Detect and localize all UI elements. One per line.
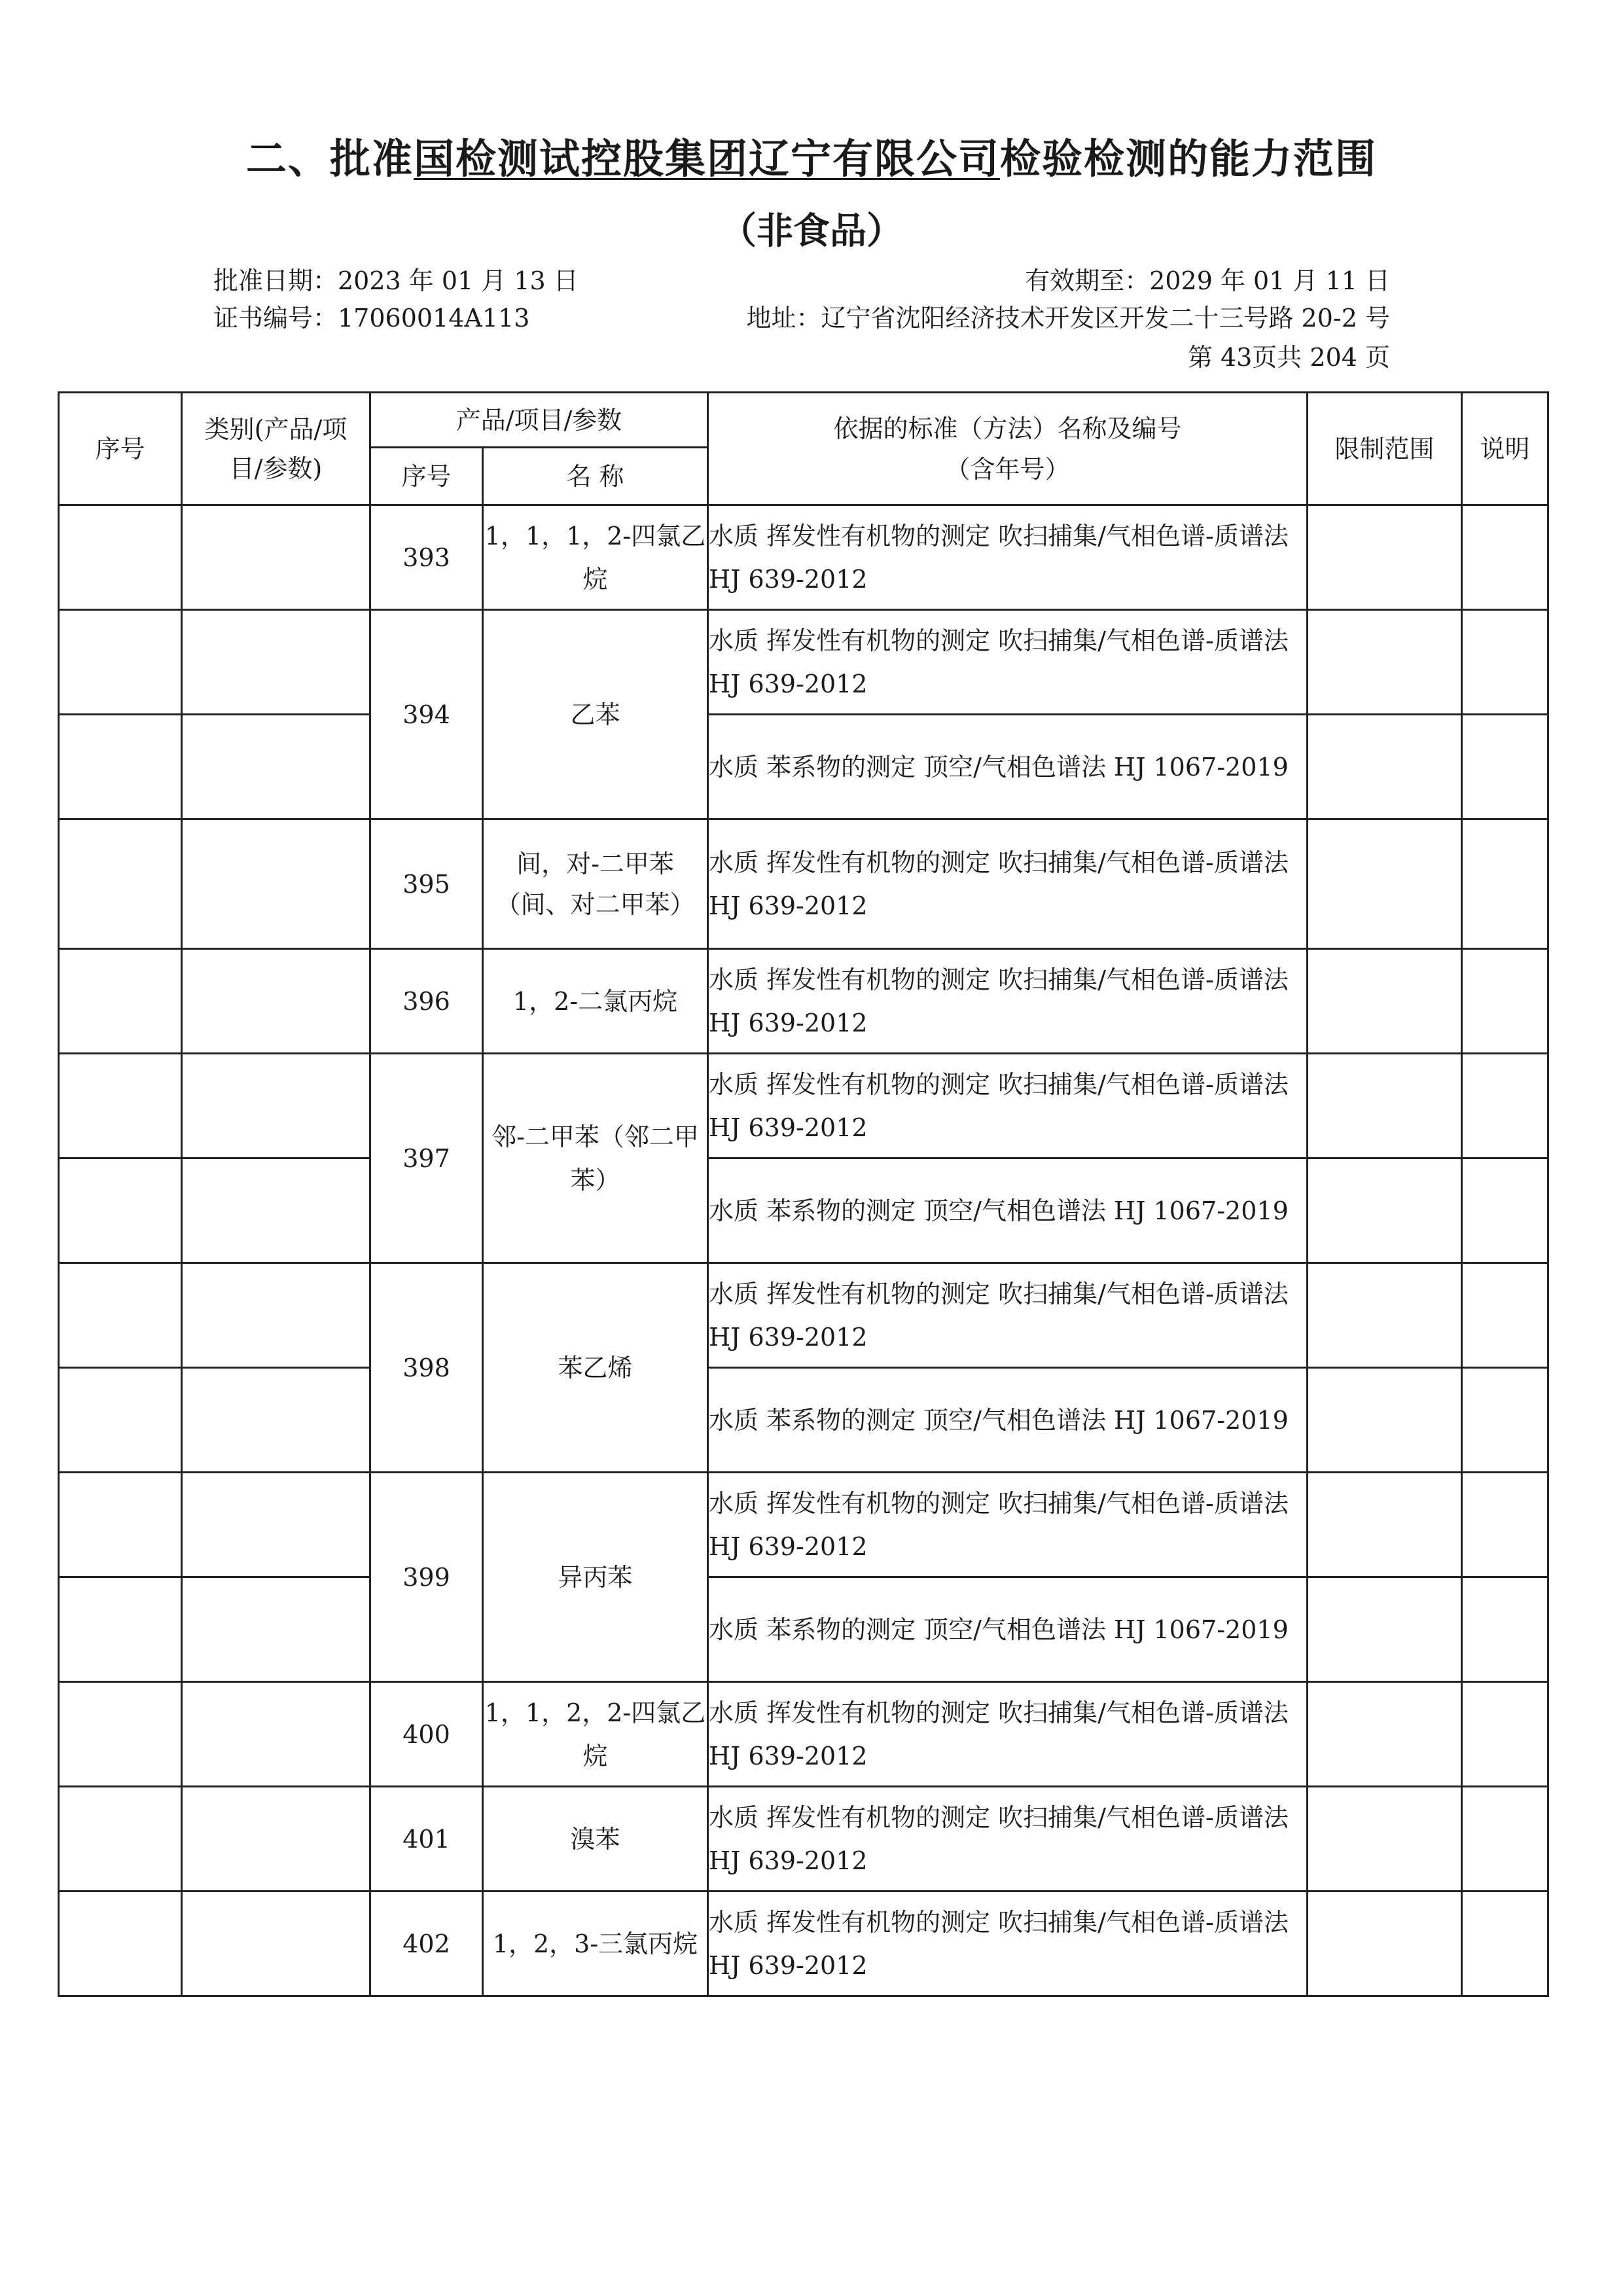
- valid-until: 有效期至：2029 年 01 月 11 日: [1025, 266, 1390, 295]
- table-row: [59, 1682, 1548, 1787]
- table-row: [59, 715, 1548, 819]
- limit-cell: [1308, 1054, 1462, 1158]
- standard-cell: 水质 挥发性有机物的测定 吹扫捕集/气相色谱-质谱法 HJ 639-2012: [708, 949, 1308, 1054]
- note-cell: [1462, 1682, 1548, 1787]
- standard-cell: 水质 挥发性有机物的测定 吹扫捕集/气相色谱-质谱法 HJ 639-2012: [708, 1787, 1308, 1892]
- item-number: 400: [370, 1682, 483, 1787]
- note-cell: [1462, 1577, 1548, 1682]
- page-title: [0, 135, 1623, 183]
- note-cell: [1462, 1263, 1548, 1368]
- item-name: 1，1，2，2-四氯乙烷: [483, 1682, 708, 1787]
- item-number: 399: [370, 1473, 483, 1682]
- seq-cell: [59, 505, 182, 610]
- item-number: 402: [370, 1892, 483, 1996]
- item-name: 1，1，1，2-四氯乙烷: [483, 505, 708, 610]
- standard-cell: 水质 苯系物的测定 顶空/气相色谱法 HJ 1067-2019: [708, 1368, 1308, 1473]
- seq-cell: [59, 1787, 182, 1892]
- seq-cell: [59, 1682, 182, 1787]
- standard-cell: 水质 挥发性有机物的测定 吹扫捕集/气相色谱-质谱法 HJ 639-2012: [708, 505, 1308, 610]
- item-number: 393: [370, 505, 483, 610]
- category-cell: [182, 610, 370, 715]
- limit-cell: [1308, 1787, 1462, 1892]
- standard-cell: 水质 挥发性有机物的测定 吹扫捕集/气相色谱-质谱法 HJ 639-2012: [708, 819, 1308, 949]
- item-name: 乙苯: [483, 610, 708, 819]
- title-suffix: 检验检测的能力范围: [1000, 135, 1378, 183]
- note-cell: [1462, 1473, 1548, 1577]
- item-name: 间，对-二甲苯（间、对二甲苯）: [483, 819, 708, 949]
- seq-cell: [59, 819, 182, 949]
- note-cell: [1462, 715, 1548, 819]
- seq-cell: [59, 1473, 182, 1577]
- limit-cell: [1308, 610, 1462, 715]
- note-cell: [1462, 1368, 1548, 1473]
- table-row: [59, 1473, 1548, 1577]
- seq-cell: [59, 1892, 182, 1996]
- item-name: 苯乙烯: [483, 1263, 708, 1473]
- limit-cell: [1308, 1368, 1462, 1473]
- item-name: 溴苯: [483, 1787, 708, 1892]
- standard-cell: 水质 挥发性有机物的测定 吹扫捕集/气相色谱-质谱法 HJ 639-2012: [708, 1892, 1308, 1996]
- category-cell: [182, 1473, 370, 1577]
- seq-cell: [59, 1054, 182, 1158]
- table-row: [59, 1892, 1548, 1996]
- seq-cell: [59, 610, 182, 715]
- standard-cell: 水质 挥发性有机物的测定 吹扫捕集/气相色谱-质谱法 HJ 639-2012: [708, 1054, 1308, 1158]
- limit-cell: [1308, 1263, 1462, 1368]
- standard-cell: 水质 苯系物的测定 顶空/气相色谱法 HJ 1067-2019: [708, 1158, 1308, 1263]
- standard-cell: 水质 苯系物的测定 顶空/气相色谱法 HJ 1067-2019: [708, 1577, 1308, 1682]
- standard-cell: 水质 苯系物的测定 顶空/气相色谱法 HJ 1067-2019: [708, 715, 1308, 819]
- seq-cell: [59, 715, 182, 819]
- header-standard: 依据的标准（方法）名称及编号（含年号）: [708, 393, 1308, 505]
- limit-cell: [1308, 1682, 1462, 1787]
- header-sub-name: 名 称: [483, 448, 708, 505]
- category-cell: [182, 1368, 370, 1473]
- seq-cell: [59, 1368, 182, 1473]
- category-cell: [182, 1787, 370, 1892]
- category-cell: [182, 819, 370, 949]
- page-number: 第 43页共 204 页: [1187, 343, 1390, 372]
- limit-cell: [1308, 949, 1462, 1054]
- header-product-group: 产品/项目/参数: [370, 393, 708, 448]
- certificate-number: 证书编号：17060014A113: [213, 304, 530, 332]
- item-number: 395: [370, 819, 483, 949]
- note-cell: [1462, 1892, 1548, 1996]
- standard-cell: 水质 挥发性有机物的测定 吹扫捕集/气相色谱-质谱法 HJ 639-2012: [708, 1473, 1308, 1577]
- item-name: 邻-二甲苯（邻二甲苯）: [483, 1054, 708, 1263]
- table-row: [59, 949, 1548, 1054]
- item-name: 异丙苯: [483, 1473, 708, 1682]
- seq-cell: [59, 1158, 182, 1263]
- table-row: [59, 819, 1548, 949]
- title-prefix: 二、批准: [245, 135, 414, 183]
- item-name: 1，2-二氯丙烷: [483, 949, 708, 1054]
- table-row: [59, 1368, 1548, 1473]
- header-limit: 限制范围: [1308, 393, 1462, 505]
- limit-cell: [1308, 1158, 1462, 1263]
- standard-cell: 水质 挥发性有机物的测定 吹扫捕集/气相色谱-质谱法 HJ 639-2012: [708, 610, 1308, 715]
- note-cell: [1462, 610, 1548, 715]
- note-cell: [1462, 819, 1548, 949]
- header-sub-seq: 序号: [370, 448, 483, 505]
- item-number: 397: [370, 1054, 483, 1263]
- table-row: [59, 1263, 1548, 1368]
- table-row: [59, 610, 1548, 715]
- category-cell: [182, 1892, 370, 1996]
- category-cell: [182, 1263, 370, 1368]
- item-number: 396: [370, 949, 483, 1054]
- category-cell: [182, 505, 370, 610]
- note-cell: [1462, 1158, 1548, 1263]
- approval-date: 批准日期：2023 年 01 月 13 日: [213, 266, 579, 295]
- item-number: 401: [370, 1787, 483, 1892]
- standard-cell: 水质 挥发性有机物的测定 吹扫捕集/气相色谱-质谱法 HJ 639-2012: [708, 1263, 1308, 1368]
- title-organization: 国检测试控股集团辽宁有限公司: [413, 135, 1000, 183]
- item-number: 394: [370, 610, 483, 819]
- item-name: 1，2，3-三氯丙烷: [483, 1892, 708, 1996]
- table-row: [59, 1577, 1548, 1682]
- table-row: [59, 1787, 1548, 1892]
- category-cell: [182, 1682, 370, 1787]
- header-category: 类别(产品/项目/参数): [182, 393, 370, 505]
- category-cell: [182, 715, 370, 819]
- limit-cell: [1308, 1892, 1462, 1996]
- seq-cell: [59, 1263, 182, 1368]
- page-subtitle: （非食品）: [720, 210, 903, 253]
- limit-cell: [1308, 1473, 1462, 1577]
- limit-cell: [1308, 819, 1462, 949]
- note-cell: [1462, 1787, 1548, 1892]
- seq-cell: [59, 949, 182, 1054]
- table-row: [59, 1054, 1548, 1158]
- table-row: [59, 1158, 1548, 1263]
- header-note: 说明: [1462, 393, 1548, 505]
- note-cell: [1462, 949, 1548, 1054]
- limit-cell: [1308, 1577, 1462, 1682]
- note-cell: [1462, 505, 1548, 610]
- address: 地址：辽宁省沈阳经济技术开发区开发二十三号路 20-2 号: [746, 304, 1390, 332]
- seq-cell: [59, 1577, 182, 1682]
- category-cell: [182, 1054, 370, 1158]
- item-number: 398: [370, 1263, 483, 1473]
- limit-cell: [1308, 715, 1462, 819]
- limit-cell: [1308, 505, 1462, 610]
- category-cell: [182, 949, 370, 1054]
- header-seq: 序号: [59, 393, 182, 505]
- standard-cell: 水质 挥发性有机物的测定 吹扫捕集/气相色谱-质谱法 HJ 639-2012: [708, 1682, 1308, 1787]
- note-cell: [1462, 1054, 1548, 1158]
- category-cell: [182, 1577, 370, 1682]
- category-cell: [182, 1158, 370, 1263]
- table-row: [59, 505, 1548, 610]
- capability-table: [58, 391, 1549, 1997]
